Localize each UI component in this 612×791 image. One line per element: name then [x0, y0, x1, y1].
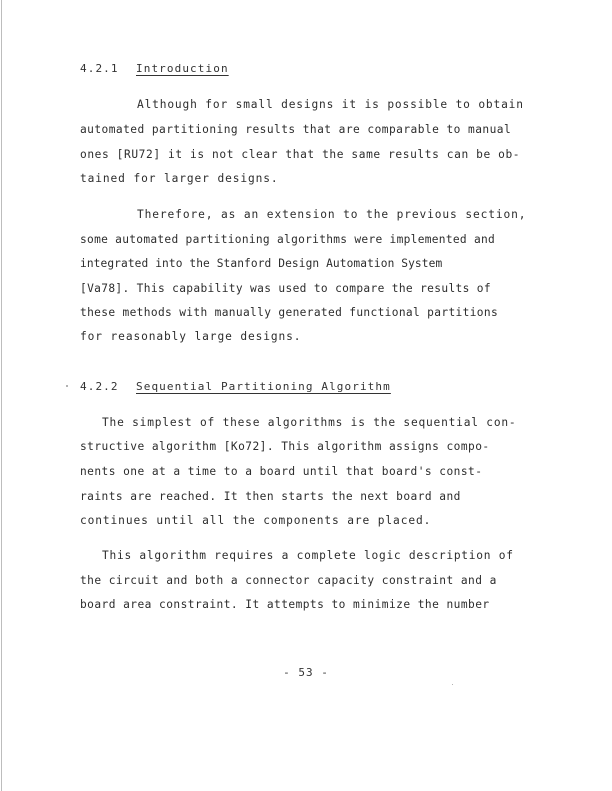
section-heading-introduction: [80, 62, 229, 75]
paragraph-line: these methods with manually generated functional partitions: [80, 306, 499, 319]
paragraph-line: automated partitioning results that are comparable to manual: [80, 123, 512, 136]
page-number: - 53 -: [283, 666, 329, 679]
paragraph-line: Although for small designs it is possible to obtain: [137, 98, 524, 111]
paragraph-line: raints are reached. It then starts the next board and: [80, 490, 461, 503]
margin-mark: [66, 385, 68, 387]
speck: [452, 684, 453, 685]
section-heading-sequential: [80, 380, 391, 393]
paragraph-line: Therefore, as an extension to the previous section,: [137, 208, 527, 221]
paragraph-line: board area constraint. It attempts to minimize the number: [80, 598, 490, 611]
section-number: 4.2.2: [80, 380, 119, 393]
paragraph-line: some automated partitioning algorithms were implemented and: [80, 233, 496, 246]
paragraph-line: The simplest of these algorithms is the sequential con-: [102, 416, 517, 429]
paragraph-line: ones [RU72] it is not clear that the same results can be ob-: [80, 148, 521, 161]
paragraph-line: for reasonably large designs.: [80, 330, 302, 343]
section-title: Sequential Partitioning Algorithm: [136, 380, 391, 393]
paragraph-line: integrated into the Stanford Design Automation System: [80, 257, 443, 270]
section-number: 4.2.1: [80, 62, 119, 75]
paragraph-line: the circuit and both a connector capacity constraint and a: [80, 574, 497, 587]
paragraph-line: continues until all the components are placed.: [80, 514, 432, 527]
paragraph-line: This algorithm requires a complete logic description of: [102, 549, 514, 562]
paragraph-line: nents one at a time to a board until that board's const-: [80, 465, 483, 478]
paragraph-line: structive algorithm [Ko72]. This algorithm assigns compo-: [80, 440, 490, 453]
paragraph-line: tained for larger designs.: [80, 172, 279, 185]
section-title: Introduction: [136, 62, 229, 75]
paragraph-line: [Va78]. This capability was used to compare the results of: [80, 282, 491, 295]
